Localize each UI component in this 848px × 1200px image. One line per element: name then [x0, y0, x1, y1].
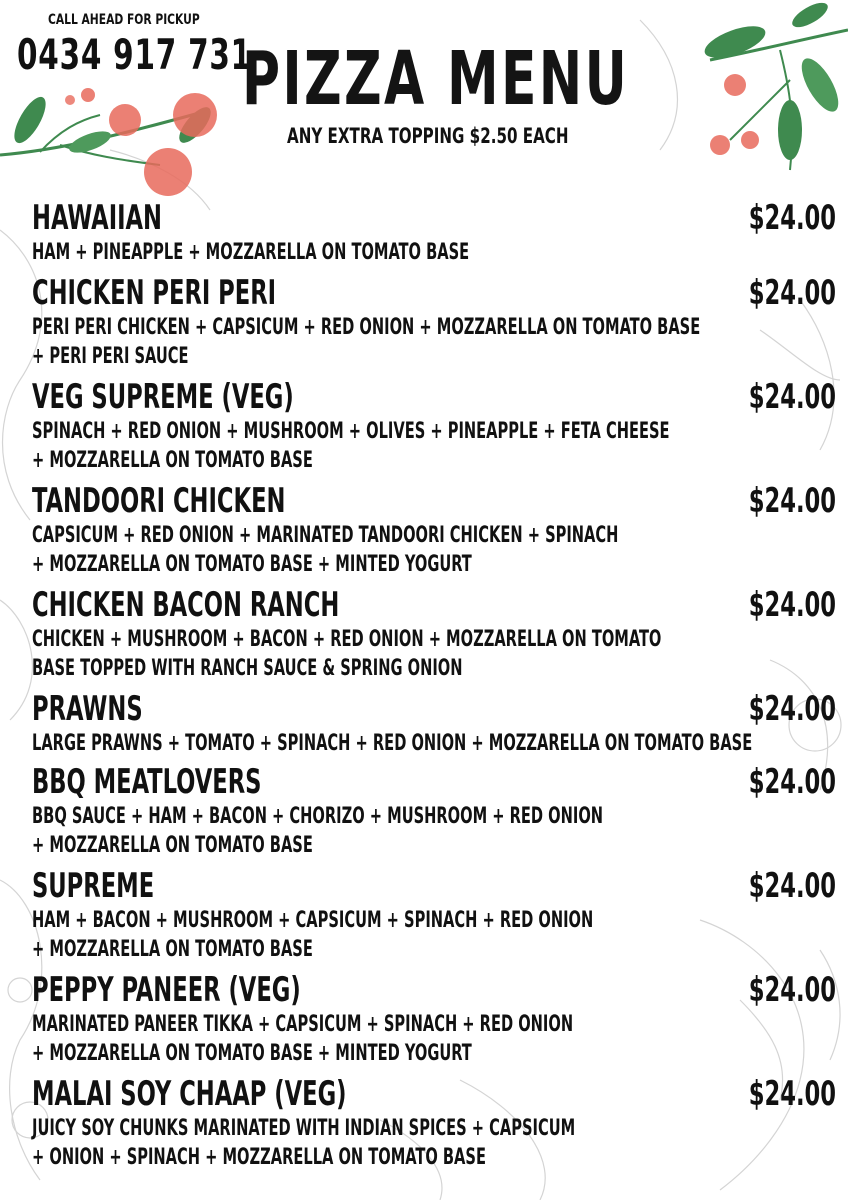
menu-item-price: $24.00	[748, 866, 836, 906]
menu-item-description: MARINATED PANEER TIKKA + CAPSICUM + SPINACH + RED ONION	[32, 1012, 574, 1037]
menu-item-price: $24.00	[748, 273, 836, 313]
menu-item-description: + PERI PERI SAUCE	[32, 344, 189, 369]
menu-item-price: $24.00	[748, 377, 836, 417]
menu-item-description: + MOZZARELLA ON TOMATO BASE + MINTED YOGURT	[32, 1041, 472, 1066]
menu-item-description: CHICKEN + MUSHROOM + BACON + RED ONION + MOZZARELLA ON TOMATO	[32, 627, 662, 652]
flower-decoration-right	[690, 0, 848, 190]
menu-item-price: $24.00	[748, 585, 836, 625]
menu-item-price: $24.00	[748, 481, 836, 521]
menu-item-name: PEPPY PANEER (VEG)	[32, 970, 301, 1010]
menu-item-name: PRAWNS	[32, 689, 143, 729]
page-title: PIZZA MENU	[242, 36, 630, 122]
menu-item	[32, 970, 836, 1068]
menu-item-name: CHICKEN PERI PERI	[32, 273, 277, 313]
menu-item-price: $24.00	[748, 970, 836, 1010]
menu-item-description: + MOZZARELLA ON TOMATO BASE	[32, 448, 313, 473]
call-ahead-label: CALL AHEAD FOR PICKUP	[48, 12, 200, 28]
menu-item-description: HAM + PINEAPPLE + MOZZARELLA ON TOMATO BASE	[32, 240, 470, 265]
menu-item-description: + ONION + SPINACH + MOZZARELLA ON TOMATO BASE	[32, 1145, 486, 1170]
menu-item-name: TANDOORI CHICKEN	[32, 481, 286, 521]
menu-item-price: $24.00	[748, 1074, 836, 1114]
menu-item-description: HAM + BACON + MUSHROOM + CAPSICUM + SPINACH + RED ONION	[32, 908, 594, 933]
menu-item-price: $24.00	[748, 762, 836, 802]
menu-item-description: BBQ SAUCE + HAM + BACON + CHORIZO + MUSHROOM + RED ONION	[32, 804, 604, 829]
menu-item-description: SPINACH + RED ONION + MUSHROOM + OLIVES + PINEAPPLE + FETA CHEESE	[32, 419, 670, 444]
menu-item-name: BBQ MEATLOVERS	[32, 762, 262, 802]
flower-decoration-left	[0, 80, 230, 210]
menu-item-description: LARGE PRAWNS + TOMATO + SPINACH + RED ONION + MOZZARELLA ON TOMATO BASE	[32, 731, 753, 756]
menu-item	[32, 689, 836, 758]
menu-item	[32, 481, 836, 579]
menu-item-name: CHICKEN BACON RANCH	[32, 585, 340, 625]
extra-topping-note: ANY EXTRA TOPPING $2.50 EACH	[287, 124, 569, 148]
menu-item-description: CAPSICUM + RED ONION + MARINATED TANDOORI CHICKEN + SPINACH	[32, 523, 619, 548]
menu-item-price: $24.00	[748, 198, 836, 238]
menu-item-description: JUICY SOY CHUNKS MARINATED WITH INDIAN SPICES + CAPSICUM	[32, 1116, 576, 1141]
phone-number[interactable]: 0434 917 731	[17, 30, 252, 79]
menu-item-description: PERI PERI CHICKEN + CAPSICUM + RED ONION + MOZZARELLA ON TOMATO BASE	[32, 315, 701, 340]
menu-item	[32, 762, 836, 860]
menu-item-name: SUPREME	[32, 866, 155, 906]
menu-item	[32, 377, 836, 475]
menu-item-price: $24.00	[748, 689, 836, 729]
menu-item-name: MALAI SOY CHAAP (VEG)	[32, 1074, 347, 1114]
menu-item-description: + MOZZARELLA ON TOMATO BASE	[32, 937, 313, 962]
menu-item	[32, 866, 836, 964]
menu-item-name: VEG SUPREME (VEG)	[32, 377, 294, 417]
menu-item	[32, 1074, 836, 1172]
menu-item-description: + MOZZARELLA ON TOMATO BASE	[32, 833, 313, 858]
menu-item-name: HAWAIIAN	[32, 198, 162, 238]
menu-item-description: BASE TOPPED WITH RANCH SAUCE & SPRING ONION	[32, 656, 463, 681]
menu-item	[32, 198, 836, 267]
menu-item	[32, 585, 836, 683]
menu-item-description: + MOZZARELLA ON TOMATO BASE + MINTED YOGURT	[32, 552, 472, 577]
menu-item	[32, 273, 836, 371]
